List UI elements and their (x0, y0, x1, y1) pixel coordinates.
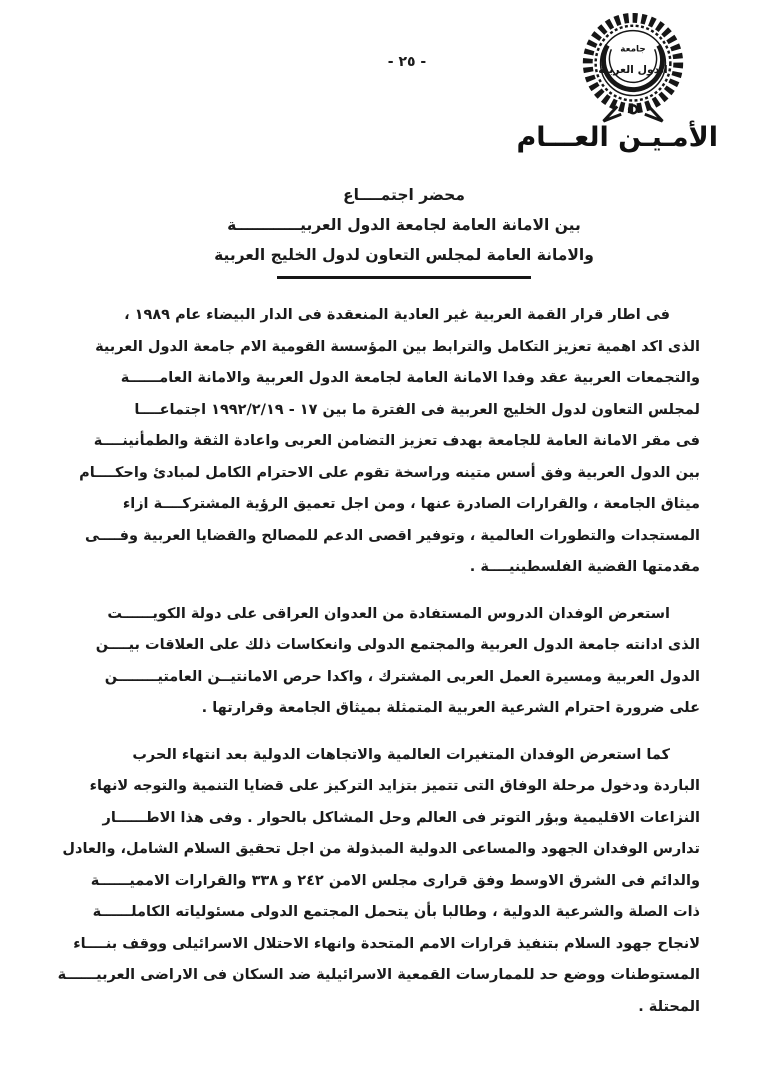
emblem-text-main: الدول العربية (598, 62, 668, 76)
text-line: الذى ادانته جامعة الدول العربية والمجتمع الدولى وانعكاسات ذلك على العلاقات بيــــن (95, 637, 700, 653)
paragraph-2 (56, 599, 700, 725)
text-line: الباردة ودخول مرحلة الوفاق التى تتميز بتزايد التركيز على قضايا التنمية والتوجه لانهاء (89, 778, 700, 794)
text-line: على ضرورة احترام الشرعية العربية المتمثلة بميثاق الجامعة وقرارتها . (201, 700, 700, 716)
text-line: النزاعات الاقليمية وبؤر التوتر فى العالم وحل المشاكل بالحوار . وفى هذا الاطــــــار (102, 809, 700, 826)
text-line: لانجاح جهود السلام بتنفيذ قرارات الامم المتحدة وانهاء الاحتلال الاسرائيلى ووقف بنــــاء (73, 935, 700, 952)
text-line: فى اطار قرار القمة العربية غير العادية المنعقدة فى الدار البيضاء عام ١٩٨٩ ، (124, 307, 670, 323)
text-line: لمجلس التعاون لدول الخليج العربية فى الفترة ما بين ١٧ - ١٩٩٢/٢/١٩ اجتماعــــا (134, 401, 700, 418)
title-line-3: والامانة العامة لمجلس التعاون لدول الخليج العربية (214, 246, 594, 264)
text-line: الدول العربية ومسيرة العمل العربى المشترك ، واكدا حرص الامانتيــن العامتيــــــــن (104, 668, 700, 685)
paragraph-3 (56, 740, 700, 1024)
page-number: - ٢٥ - (387, 54, 427, 70)
text-line: فى مقر الامانة العامة للجامعة بهدف تعزيز التضامن العربى واعادة الثقة والطمأنينــــة (93, 433, 700, 449)
text-line: الذى اكد اهمية تعزيز التكامل والترابط بين المؤسسة القومية الام جامعة الدول العربية (95, 338, 700, 355)
title-line-1: محضر اجتمــــاع (343, 186, 465, 204)
emblem-text-top: جامعة (620, 44, 646, 55)
paragraph-1 (56, 300, 700, 584)
text-line: والدائم فى الشرق الاوسط وفق قرارى مجلس الامن ٢٤٢ و ٣٣٨ والقرارات الامميــــــة (90, 872, 700, 889)
text-line: المحتلة . (638, 998, 700, 1015)
text-line: المستجدات والتطورات العالمية ، وتوفير اقصى الدعم للمصالح والقضايا العربية وفــــى (85, 527, 700, 544)
text-line: ذات الصلة والشرعية الدولية ، وطالبا بأن يتحمل المجتمع الدولى مسئولياته الكاملــــــة (92, 904, 700, 920)
text-line: والتجمعات العربية عقد وفدا الامانة العامة لجامعة الدول العربية والامانة العامــــــة (120, 370, 700, 386)
emblem-svg (564, 10, 702, 130)
text-line: ميثاق الجامعة ، والقرارات الصادرة عنها ، ومن اجل تعميق الرؤية المشتركــــة ازاء (122, 496, 700, 512)
text-line: مقدمتها القضية الفلسطينيــــة . (469, 559, 700, 575)
title-underline (277, 276, 531, 279)
arab-league-emblem-icon (564, 10, 702, 130)
text-line: استعرض الوفدان الدروس المستفادة من العدوان العراقى على دولة الكويــــــت (107, 605, 670, 622)
text-line: بين الدول العربية وفق أسس متينه وراسخة تقوم على الاحترام الكامل لمبادئ واحكــــام (79, 464, 700, 481)
document-title-block (25, 180, 758, 279)
text-line: المستوطنات ووضع حد للممارسات القمعية الاسرائيلية ضد السكان فى الاراضى العربيــــــة (57, 967, 700, 983)
title-line-2: بين الامانة العامة لجامعة الدول العربيــــــــــــة (227, 216, 581, 234)
letterhead-secretary-general-title: الأمـيـن العـــام (516, 122, 718, 153)
text-line: تدارس الوفدان الجهود والمساعى الدولية المبذولة من اجل تحقيق السلام الشامل، والعادل (62, 841, 700, 857)
text-line: كما استعرض الوفدان المتغيرات العالمية والاتجاهات الدولية بعد انتهاء الحرب (132, 746, 670, 763)
document-body (56, 300, 700, 1038)
